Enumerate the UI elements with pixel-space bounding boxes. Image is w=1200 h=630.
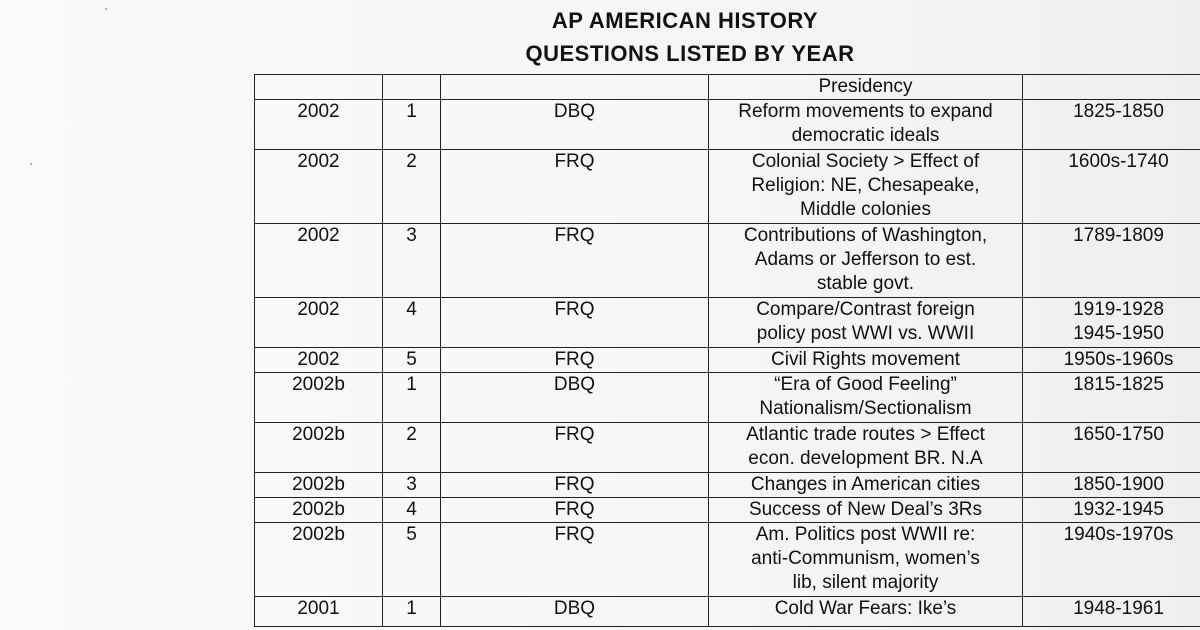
year-cell: 2001 bbox=[255, 597, 383, 627]
time-period-cell bbox=[1023, 100, 1200, 150]
topic-line: Civil Rights movement bbox=[771, 349, 960, 370]
question-number-cell: 3 bbox=[383, 473, 441, 498]
question-number-cell: 1 bbox=[383, 373, 441, 423]
year-cell: 2002 bbox=[255, 224, 383, 298]
period-line: 1825-1850 bbox=[1073, 101, 1164, 122]
header-topic: Presidency bbox=[709, 75, 1023, 100]
topic-cell bbox=[709, 473, 1023, 498]
topic-line: “Era of Good Feeling” bbox=[774, 374, 957, 395]
topic-line: anti-Communism, women’s bbox=[751, 548, 980, 569]
topic-line: lib, silent majority bbox=[792, 572, 939, 593]
topic-cell bbox=[709, 100, 1023, 150]
table-row bbox=[255, 224, 1200, 298]
period-line: 1650-1750 bbox=[1073, 424, 1164, 445]
year-cell: 2002b bbox=[255, 373, 383, 423]
table-body bbox=[255, 100, 1200, 627]
table-row bbox=[255, 597, 1200, 627]
question-type-cell: FRQ bbox=[441, 523, 709, 597]
topic-cell bbox=[709, 523, 1023, 597]
question-number-cell: 1 bbox=[383, 100, 441, 150]
period-line: 1850-1900 bbox=[1073, 474, 1164, 495]
topic-line: Contributions of Washington, bbox=[743, 225, 988, 246]
question-type-cell: FRQ bbox=[441, 224, 709, 298]
time-period-cell bbox=[1023, 150, 1200, 224]
question-number-cell: 5 bbox=[383, 523, 441, 597]
topic-cell bbox=[709, 498, 1023, 523]
question-number-cell: 5 bbox=[383, 348, 441, 373]
table-row bbox=[255, 523, 1200, 597]
time-period-cell bbox=[1023, 597, 1200, 627]
question-type-cell: FRQ bbox=[441, 423, 709, 473]
table-row bbox=[255, 423, 1200, 473]
topic-line: Compare/Contrast foreign bbox=[756, 299, 975, 320]
year-cell: 2002b bbox=[255, 498, 383, 523]
question-type-cell: FRQ bbox=[441, 150, 709, 224]
question-type-cell: DBQ bbox=[441, 597, 709, 627]
period-line: 1815-1825 bbox=[1073, 374, 1164, 395]
table-row bbox=[255, 150, 1200, 224]
table-row bbox=[255, 100, 1200, 150]
year-cell: 2002b bbox=[255, 523, 383, 597]
period-line: 1600s-1740 bbox=[1068, 151, 1169, 172]
question-type-cell: FRQ bbox=[441, 348, 709, 373]
question-type-cell: FRQ bbox=[441, 473, 709, 498]
year-cell: 2002 bbox=[255, 348, 383, 373]
question-number-cell: 2 bbox=[383, 423, 441, 473]
table-row bbox=[255, 348, 1200, 373]
period-line: 1932-1945 bbox=[1073, 499, 1164, 520]
year-cell: 2002b bbox=[255, 423, 383, 473]
topic-cell bbox=[709, 597, 1023, 627]
time-period-cell bbox=[1023, 373, 1200, 423]
question-type-cell: FRQ bbox=[441, 498, 709, 523]
topic-line: policy post WWI vs. WWII bbox=[756, 323, 975, 344]
question-number-cell: 3 bbox=[383, 224, 441, 298]
topic-line: Colonial Society > Effect of bbox=[751, 151, 980, 172]
topic-cell bbox=[709, 348, 1023, 373]
question-number-cell: 2 bbox=[383, 150, 441, 224]
topic-line: stable govt. bbox=[816, 273, 915, 294]
table-row bbox=[255, 373, 1200, 423]
document-title: AP AMERICAN HISTORY bbox=[551, 8, 819, 33]
topic-line: Religion: NE, Chesapeake, bbox=[751, 175, 980, 196]
question-number-cell: 4 bbox=[383, 298, 441, 348]
question-type-cell: FRQ bbox=[441, 298, 709, 348]
header-number bbox=[383, 75, 441, 100]
topic-line: Middle colonies bbox=[800, 199, 931, 220]
question-type-cell: DBQ bbox=[441, 100, 709, 150]
question-number-cell: 4 bbox=[383, 498, 441, 523]
time-period-cell bbox=[1023, 423, 1200, 473]
topic-line: Adams or Jefferson to est. bbox=[754, 249, 977, 270]
topic-line: Nationalism/Sectionalism bbox=[759, 398, 972, 419]
document-subtitle: QUESTIONS LISTED BY YEAR bbox=[525, 41, 855, 66]
scan-speck bbox=[105, 8, 107, 10]
year-cell: 2002b bbox=[255, 473, 383, 498]
question-type-cell: DBQ bbox=[441, 373, 709, 423]
scan-speck bbox=[30, 163, 32, 165]
topic-cell bbox=[709, 423, 1023, 473]
topic-line: Changes in American cities bbox=[750, 474, 981, 495]
topic-cell bbox=[709, 150, 1023, 224]
questions-table bbox=[254, 74, 1200, 627]
topic-cell bbox=[709, 224, 1023, 298]
topic-line: Atlantic trade routes > Effect bbox=[746, 424, 985, 445]
time-period-cell bbox=[1023, 498, 1200, 523]
header-year bbox=[255, 75, 383, 100]
question-number-cell: 1 bbox=[383, 597, 441, 627]
table-row bbox=[255, 473, 1200, 498]
topic-cell bbox=[709, 373, 1023, 423]
period-line: 1919-1928 bbox=[1073, 299, 1164, 320]
period-line: 1950s-1960s bbox=[1063, 349, 1174, 370]
period-line: 1945-1950 bbox=[1073, 323, 1164, 344]
topic-line: democratic ideals bbox=[791, 125, 940, 146]
table-row bbox=[255, 298, 1200, 348]
period-line: 1940s-1970s bbox=[1063, 524, 1174, 545]
table-row bbox=[255, 498, 1200, 523]
topic-line: Reform movements to expand bbox=[738, 101, 993, 122]
year-cell: 2002 bbox=[255, 150, 383, 224]
topic-line: econ. development BR. N.A bbox=[748, 448, 983, 469]
header-period bbox=[1023, 75, 1200, 100]
topic-line: Am. Politics post WWII re: bbox=[755, 524, 976, 545]
topic-line: Cold War Fears: Ike’s bbox=[774, 598, 957, 619]
topic-line: Success of New Deal’s 3Rs bbox=[748, 499, 983, 520]
period-line: 1789-1809 bbox=[1073, 225, 1164, 246]
time-period-cell bbox=[1023, 523, 1200, 597]
period-line: 1948-1961 bbox=[1073, 598, 1164, 619]
header-type bbox=[441, 75, 709, 100]
time-period-cell bbox=[1023, 473, 1200, 498]
time-period-cell bbox=[1023, 224, 1200, 298]
year-cell: 2002 bbox=[255, 100, 383, 150]
header-row bbox=[255, 75, 1200, 100]
year-cell: 2002 bbox=[255, 298, 383, 348]
topic-cell bbox=[709, 298, 1023, 348]
time-period-cell bbox=[1023, 298, 1200, 348]
time-period-cell bbox=[1023, 348, 1200, 373]
